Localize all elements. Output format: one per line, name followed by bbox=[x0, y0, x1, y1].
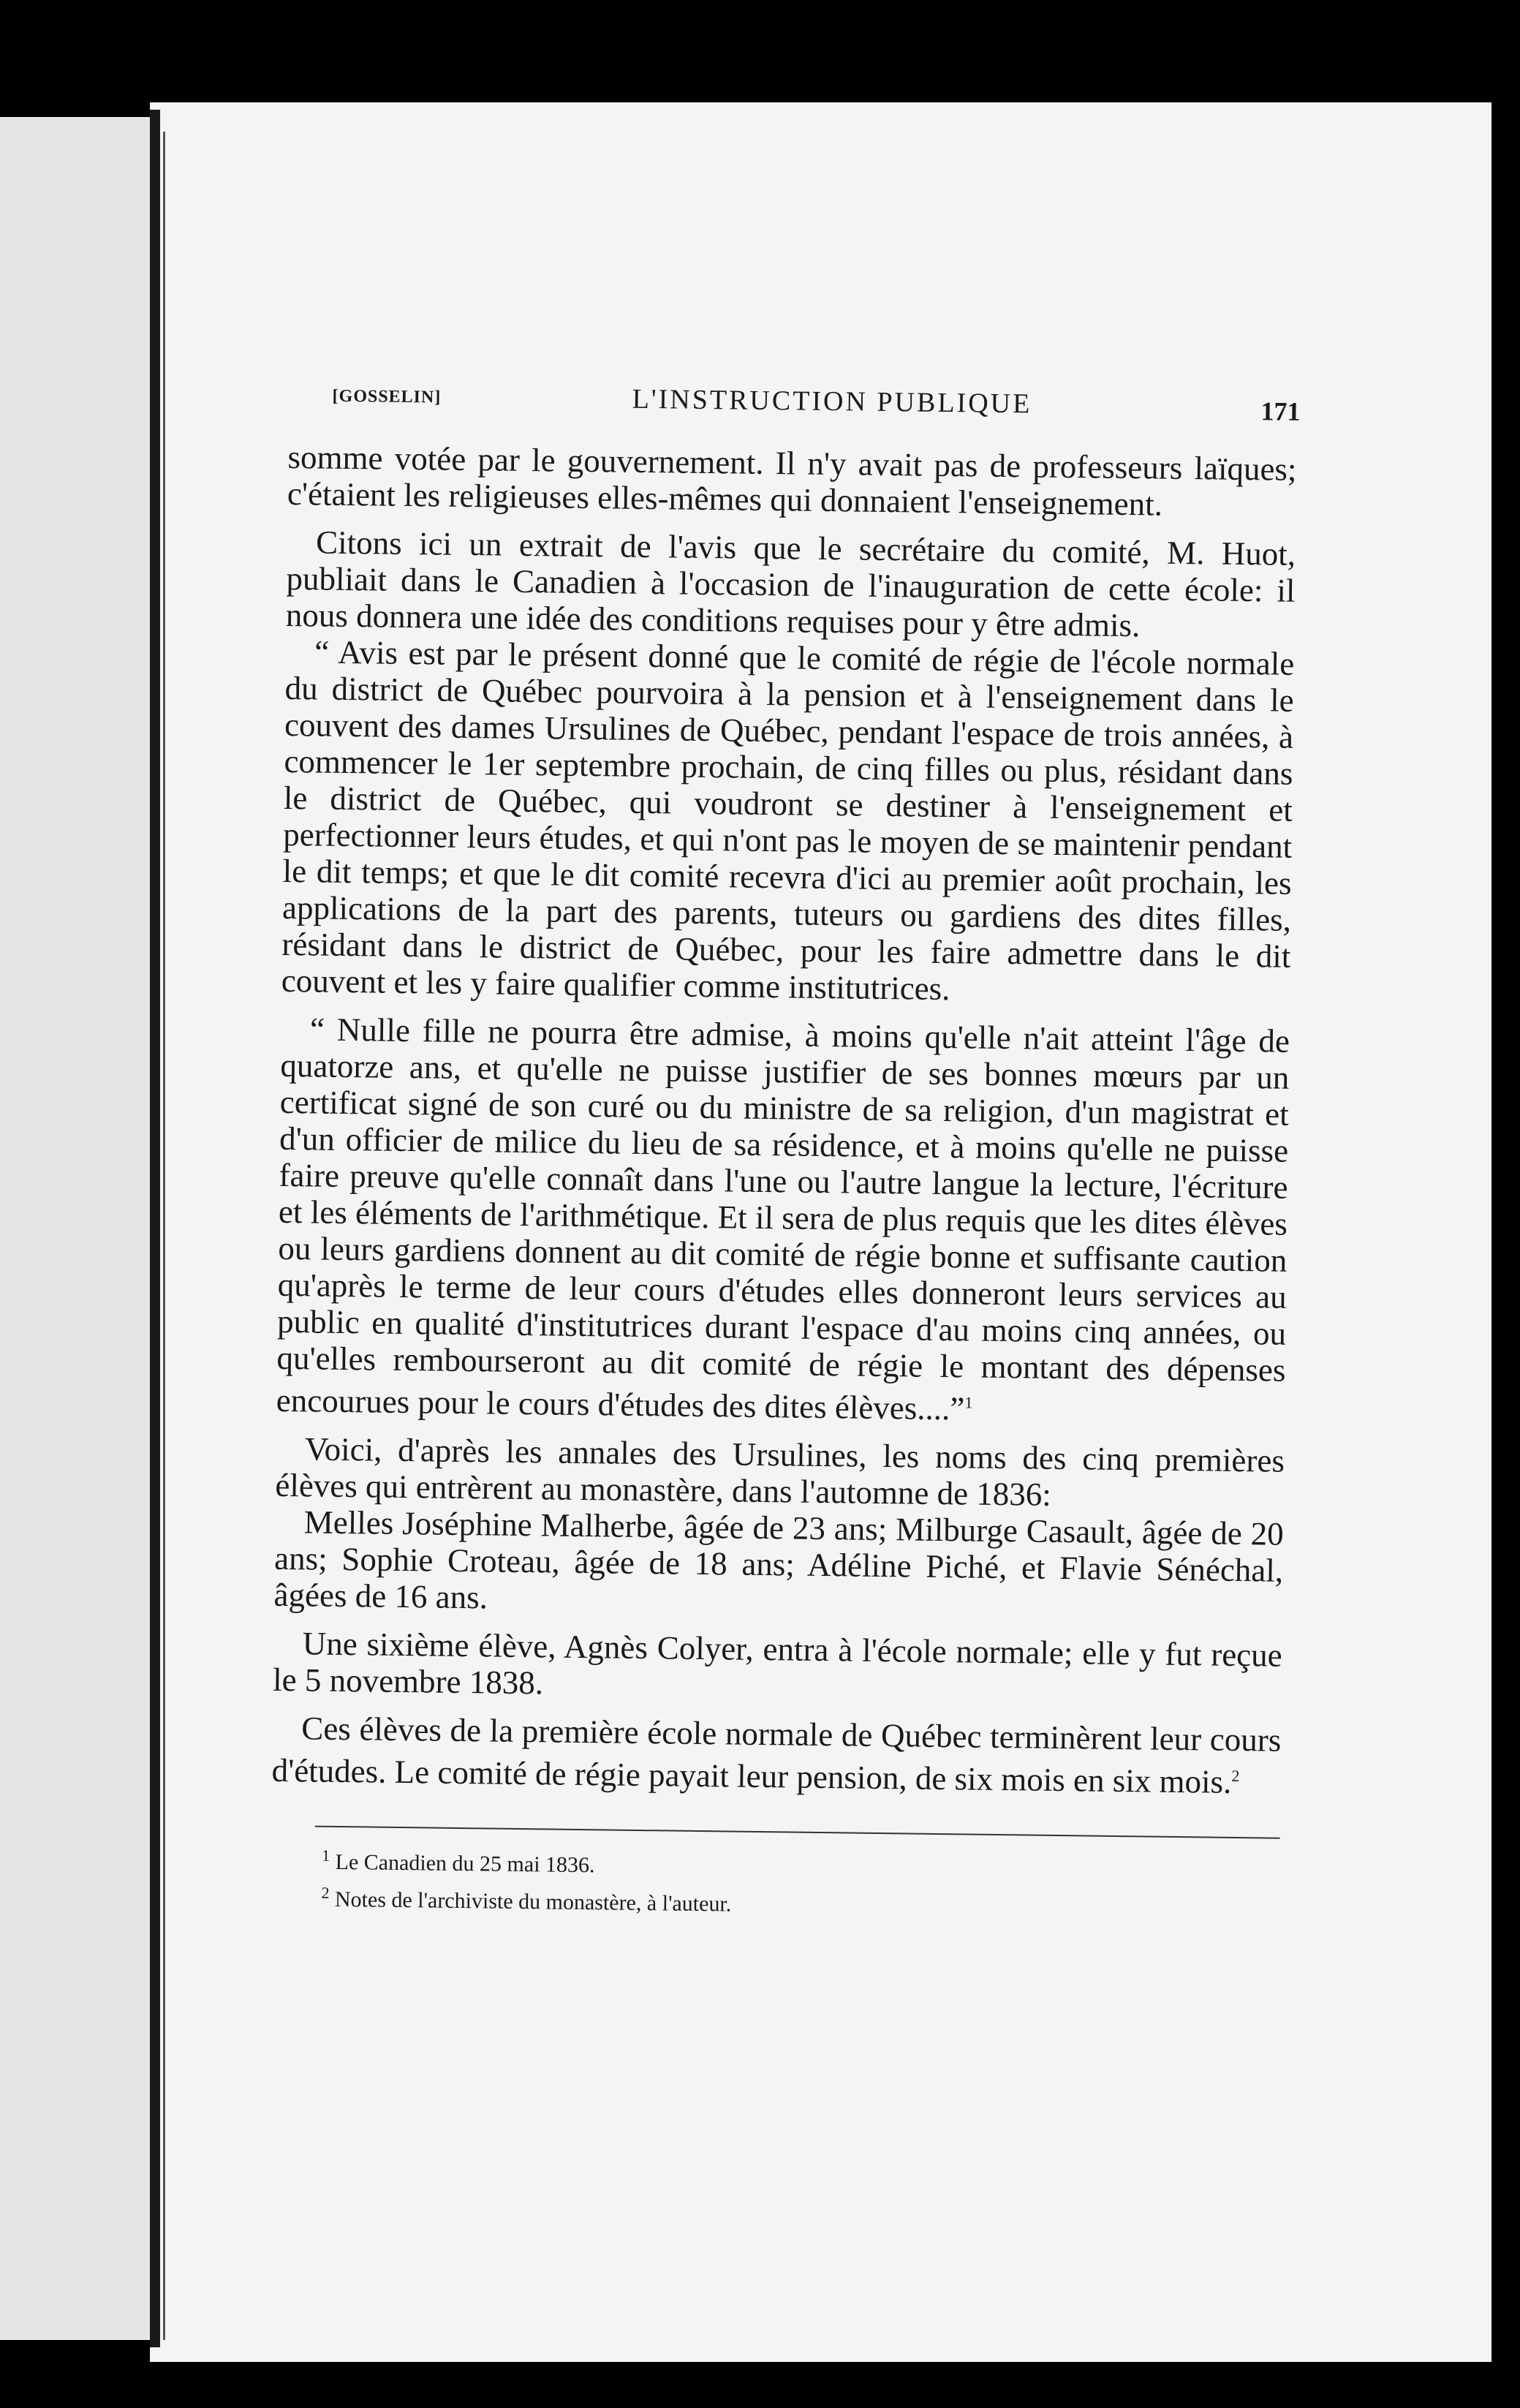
gutter-line bbox=[163, 132, 165, 2340]
paragraph-conclusion-text: Ces élèves de la première école normale de Québec terminèrent leur cours d'études. Le comité de régie payait leur pension, de six mois en six mois. bbox=[271, 1710, 1282, 1800]
footnote-ref-1: 1 bbox=[964, 1393, 973, 1412]
page-number: 171 bbox=[1260, 396, 1301, 426]
running-head-author: [GOSSELIN] bbox=[332, 386, 442, 407]
footnotes bbox=[314, 1826, 1279, 1927]
footnote-mark: 2 bbox=[321, 1883, 330, 1902]
facing-page-edge bbox=[0, 117, 150, 2340]
paragraph-conclusion bbox=[271, 1710, 1281, 1801]
footnote-ref-2: 2 bbox=[1231, 1766, 1240, 1786]
footnote-text: Le Canadien du 25 mai 1836. bbox=[335, 1849, 595, 1878]
paragraph-names-list: Melles Joséphine Malherbe, âgée de 23 ans; Milburge Casault, âgée de 20 ans; Sophie Croteau, âgée de 18 ans; Adéline Piché, et Flavie Sénéchal, âgées de 16 ans. bbox=[273, 1503, 1285, 1616]
quote-paragraph-2-text: “ Nulle fille ne pourra être admise, à moins qu'elle n'ait atteint l'âge de quatorze ans, et qu'elle ne puisse justifier de ses bonnes mœurs par un certificat signé de son curé ou du ministre de sa religion, d'un magistrat et d'un officier de milice du lieu de sa résidence, et à moins qu'elle ne puisse faire preuve qu'elle connaît dans l'une ou l'autre langue la lecture, l'écriture et les éléments de l'arithmétique. Et il sera de plus requis que les dites élèves ou leurs gardiens donnent au dit comité de régie bonne et suffisante caution qu'après le terme de leur cours d'études elles donneront leurs services au public en qualité d'institutrices durant l'espace d'au moins cinq années, ou qu'elles rembourseront au dit comité de régie le montant des dépenses encourues pour le cours d'études des dites élèves....” bbox=[276, 1011, 1290, 1427]
paragraph-sixth-student: Une sixième élève, Agnès Colyer, entra à l'école normale; elle y fut reçue le 5 novembre 1838. bbox=[272, 1625, 1282, 1702]
binding-shadow bbox=[150, 110, 160, 2347]
paragraph-2: Citons ici un extrait de l'avis que le secrétaire du comité, M. Huot, publiait dans le Canadien à l'occasion de l'inauguration de cette école: il nous donnera une idée des conditions requises pour y être admis. bbox=[285, 524, 1296, 644]
running-head-title: L'INSTRUCTION PUBLIQUE bbox=[632, 383, 1032, 420]
quote-paragraph-1: “ Avis est par le présent donné que le comité de régie de l'école normale du district de Québec pourvoira à la pension et à l'enseignement dans le couvent des dames Ursulines de Québec, pendant l'espace de trois années, à commencer le 1er septembre prochain, de cinq filles ou plus, résidant dans le district de Québec, qui voudront se destiner à l'enseignement et perfectionner leurs études, et qui n'ont pas le moyen de se maintenir pendant le dit temps; et que le dit comité recevra d'ici au premier août prochain, les applications de la part des parents, tuteurs ou gardiens des dites filles, résidant dans le district de Québec, pour les faire admettre dans le dit couvent et les y faire qualifier comme institutrices. bbox=[281, 633, 1295, 1008]
paragraph-1: somme votée par le gouvernement. Il n'y avait pas de professeurs laïques; c'étaient les religieuses elles-mêmes qui donnaient l'enseignement. bbox=[287, 438, 1297, 523]
paragraph-names-intro: Voici, d'après les annales des Ursulines, les noms des cinq premières élèves qui entrèrent au monastère, dans l'automne de 1836: bbox=[275, 1430, 1285, 1513]
footnote-text: Notes de l'archiviste du monastère, à l'auteur. bbox=[334, 1887, 732, 1917]
page-content bbox=[270, 373, 1301, 1927]
footnote-mark: 1 bbox=[322, 1846, 330, 1865]
quote-paragraph-2 bbox=[276, 1011, 1290, 1431]
